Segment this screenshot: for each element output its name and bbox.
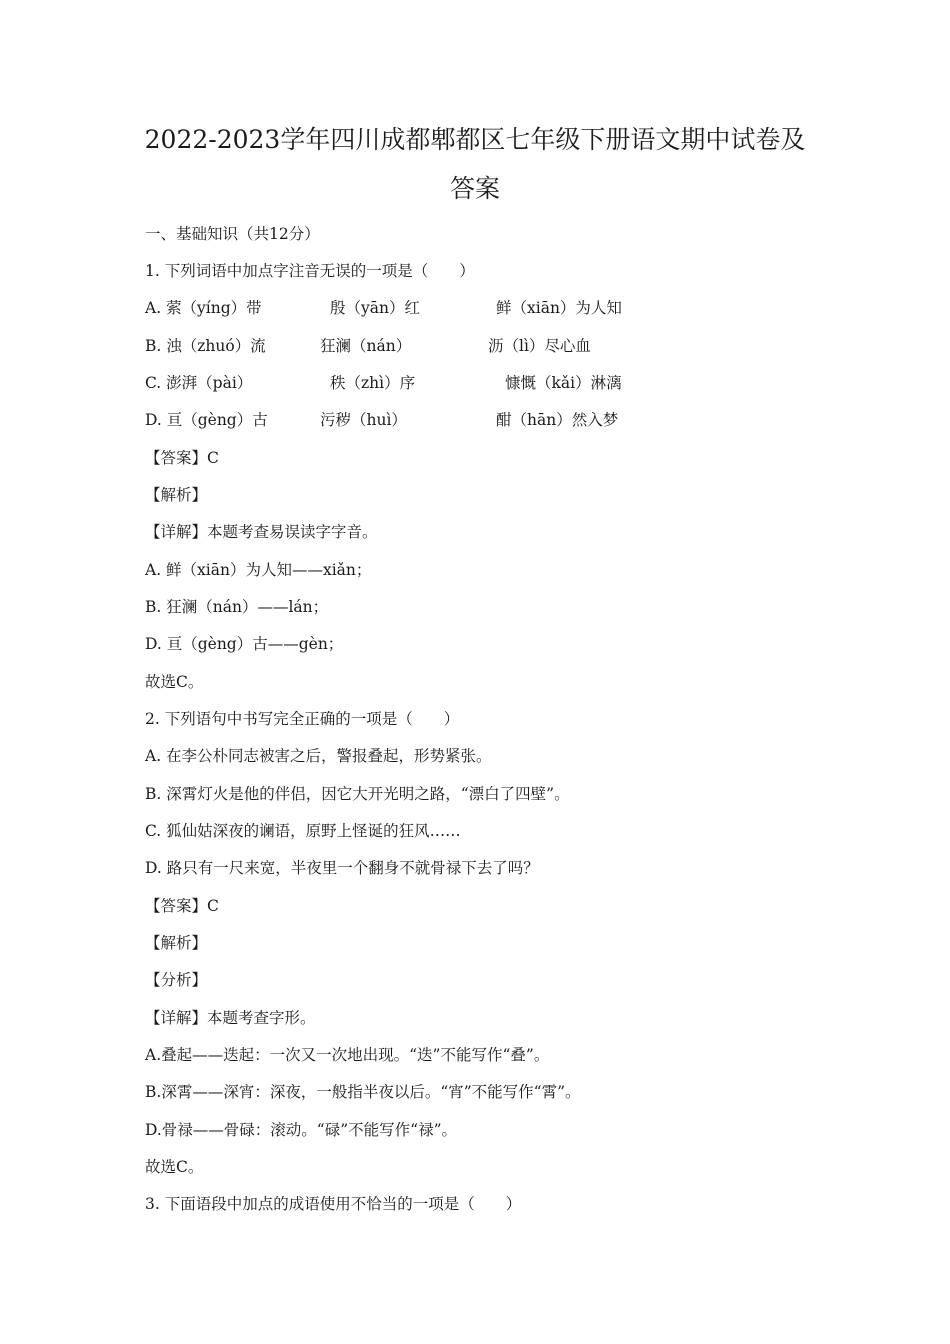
q1-explanation-d: D. 亘（gèng）古——gèn；: [145, 635, 344, 653]
q2-conclusion: 故选C。: [145, 1158, 204, 1176]
q1-option-a-item3: 鲜（xiān）为人知: [496, 299, 622, 317]
q1-detail: 【详解】本题考查易误读字字音。: [145, 523, 378, 541]
q2-analysis: 【解析】: [145, 934, 208, 952]
q2-detail: 【详解】本题考查字形。: [145, 1009, 316, 1027]
q2-option-a: A. 在李公朴同志被害之后，警报叠起，形势紧张。: [145, 747, 492, 765]
q1-option-a: A. 萦（yíng）带: [145, 299, 262, 317]
q2-explanation-a: A.叠起——迭起：一次又一次地出现。“迭”不能写作“叠”。: [145, 1046, 550, 1064]
q1-conclusion: 故选C。: [145, 673, 204, 691]
q1-option-d-item3: 酣（hān）然入梦: [496, 411, 619, 429]
q2-option-b: B. 深霄灯火是他的伴侣，因它大开光明之路，“漂白了四壁”。: [145, 785, 570, 803]
q1-option-b-item2: 狂澜（nán）: [320, 337, 412, 355]
question-1-stem: 1. 下列词语中加点字注音无误的一项是（ ）: [145, 262, 475, 280]
q2-explanation-d: D.骨禄——骨碌：滚动。“碌”不能写作“禄”。: [145, 1121, 457, 1139]
q1-option-c-item3: 慷慨（kǎi）淋漓: [505, 374, 622, 392]
q1-explanation-a: A. 鲜（xiān）为人知——xiǎn；: [145, 561, 372, 579]
q1-option-d: D. 亘（gèng）古: [145, 411, 268, 429]
document-title-line2: 答案: [449, 174, 500, 203]
q2-fenxi: 【分析】: [145, 971, 208, 989]
document-title-line1: 2022-2023学年四川成都郫都区七年级下册语文期中试卷及: [144, 125, 806, 154]
q2-explanation-b: B.深霄——深宵：深夜，一般指半夜以后。“宵”不能写作“霄”。: [145, 1083, 581, 1101]
q1-explanation-b: B. 狂澜（nán）——lán；: [145, 598, 329, 616]
q1-option-a-item2: 殷（yān）红: [330, 299, 420, 317]
q2-answer: 【答案】C: [145, 897, 219, 915]
section-heading: 一、基础知识（共12分）: [145, 225, 320, 243]
q1-option-b: B. 浊（zhuó）流: [145, 337, 266, 355]
q1-option-c-item2: 秩（zhì）序: [330, 374, 416, 392]
question-2-stem: 2. 下列语句中书写完全正确的一项是（ ）: [145, 710, 460, 728]
q1-option-c: C. 澎湃（pài）: [145, 374, 253, 392]
q2-option-d: D. 路只有一尺来宽，半夜里一个翻身不就骨禄下去了吗？: [145, 859, 539, 877]
q1-answer: 【答案】C: [145, 449, 219, 467]
q1-option-d-item2: 污秽（huì）: [320, 411, 407, 429]
question-3-stem: 3. 下面语段中加点的成语使用不恰当的一项是（ ）: [145, 1195, 522, 1213]
q1-analysis: 【解析】: [145, 486, 208, 504]
q2-option-c: C. 狐仙姑深夜的谰语，原野上怪诞的狂风……: [145, 822, 461, 840]
q1-option-b-item3: 沥（lì）尽心血: [488, 337, 591, 355]
